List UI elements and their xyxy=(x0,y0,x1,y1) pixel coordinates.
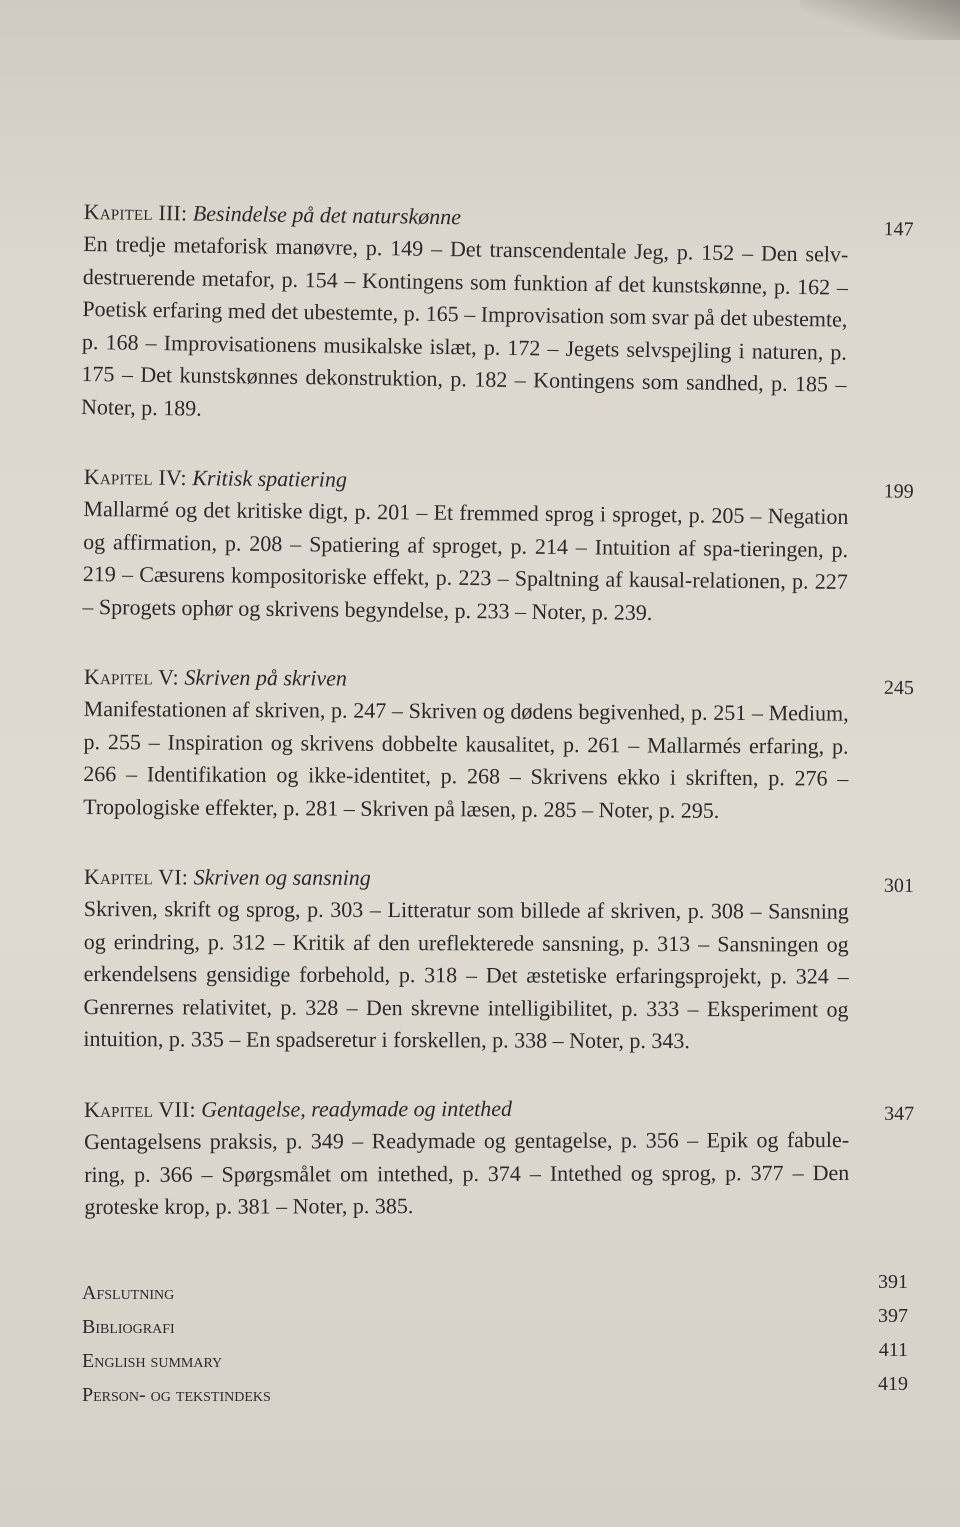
chapter-label: Kapitel V: xyxy=(83,663,179,690)
back-matter-item xyxy=(82,1373,908,1414)
chapter-title: Skriven på skriven xyxy=(184,664,347,691)
chapter-title: Kritisk spatiering xyxy=(192,465,348,492)
back-matter-item xyxy=(82,1271,908,1312)
chapter-title: Gentagelse, readymade og intethed xyxy=(201,1095,513,1122)
back-matter-page-number: 419 xyxy=(878,1373,908,1395)
chapter-4 xyxy=(82,461,914,632)
chapter-page-number: 199 xyxy=(883,480,914,503)
chapter-contents: Gentagelsens praksis, p. 349 – Readymade og gentagelse, p. 356 – Epik og fabule-ring, p. 366 – Spørgsmålet om intethed, p. 374 – Intethed og sprog, p. 377 – Den groteske krop, p. 381 – Noter, p. 385. xyxy=(84,1126,850,1219)
chapter-page-number: 147 xyxy=(883,218,914,241)
chapter-label: Kapitel VII: xyxy=(84,1096,196,1122)
chapter-title: Besindelse på det naturskønne xyxy=(192,200,462,230)
chapter-contents: Mallarmé og det kritiske digt, p. 201 – Et fremmed sprog i sproget, p. 205 – Negation og affirmation, p. 208 – Spatiering af sproget, p. 214 – Intuition af spa-tieringen, p. 219 – Cæsurens kompositoriske effekt, p. 223 – Spaltning af kausal-relationen, p. 227 – Sprogets ophør og skrivens begyndelse, p. 233 – Noter, p. 239. xyxy=(82,495,849,625)
chapter-label: Kapitel III: xyxy=(83,198,188,226)
table-of-contents xyxy=(80,196,915,1261)
chapter-contents: Skriven, skrift og sprog, p. 303 – Litteratur som billede af skriven, p. 308 – Sansning og erindring, p. 312 – Kritik af den ureflekterede sansning, p. 313 – Sansningen og erkendelsens gensidige forbehold, p. 318 – Det æstetiske erfaringsprojekt, p. 324 – Genrernes relativitet, p. 328 – Den skrevne intelligibilitet, p. 333 – Eksperiment og intuition, p. 335 – En spadseretur i forskellen, p. 338 – Noter, p. 343. xyxy=(83,895,849,1054)
back-matter-label: Afslutning xyxy=(82,1282,175,1304)
chapter-5 xyxy=(83,661,914,828)
chapter-label: Kapitel IV: xyxy=(83,463,187,491)
chapter-contents: En tredje metaforisk manøvre, p. 149 – Det transcendentale Jeg, p. 152 – Den selv-destruerende metafor, p. 154 – Kontingens som funktion af det kunstskønne, p. 162 – Poetisk erfaring med det ubestemte, p. 165 – Improvisation som svar på det ubestemte, p. 168 – Improvisationens musikalske islæt, p. 172 – Jegets selvspejling i naturen, p. 175 – Det kunstskønnes dekonstruktion, p. 182 – Kontingens som sandhed, p. 185 – Noter, p. 189. xyxy=(80,230,849,421)
back-matter-page-number: 391 xyxy=(878,1271,908,1293)
chapter-contents: Manifestationen af skriven, p. 247 – Skriven og dødens begivenhed, p. 251 – Medium, p. 255 – Inspiration og skrivens dobbelte kausalitet, p. 261 – Mallarmés erfaring, p. 266 – Identifikation og ikke-identitet, p. 268 – Skrivens ekko i skriften, p. 276 – Tropologiske effekter, p. 281 – Skriven på læsen, p. 285 – Noter, p. 295. xyxy=(83,695,849,823)
chapter-heading xyxy=(84,661,854,698)
back-matter-list xyxy=(82,1271,908,1414)
chapter-title: Skriven og sansning xyxy=(193,864,371,891)
back-matter-label: English summary xyxy=(82,1350,223,1372)
back-matter-page-number: 397 xyxy=(878,1305,908,1327)
back-matter-page-number: 411 xyxy=(878,1339,908,1361)
chapter-page-number: 245 xyxy=(883,676,914,700)
page-corner-shadow xyxy=(800,0,960,40)
back-matter-label: Person- og tekstindeks xyxy=(82,1384,271,1406)
chapter-page-number: 301 xyxy=(883,874,914,897)
chapter-3 xyxy=(81,196,914,435)
chapter-heading xyxy=(84,1091,854,1125)
chapter-7 xyxy=(84,1091,914,1223)
chapter-heading xyxy=(84,861,854,896)
chapter-page-number: 347 xyxy=(884,1102,915,1125)
chapter-label: Kapitel VI: xyxy=(83,864,189,890)
back-matter-label: Bibliografi xyxy=(82,1316,175,1338)
back-matter-item xyxy=(82,1339,908,1380)
chapter-6 xyxy=(83,861,914,1058)
back-matter-item xyxy=(82,1305,908,1346)
